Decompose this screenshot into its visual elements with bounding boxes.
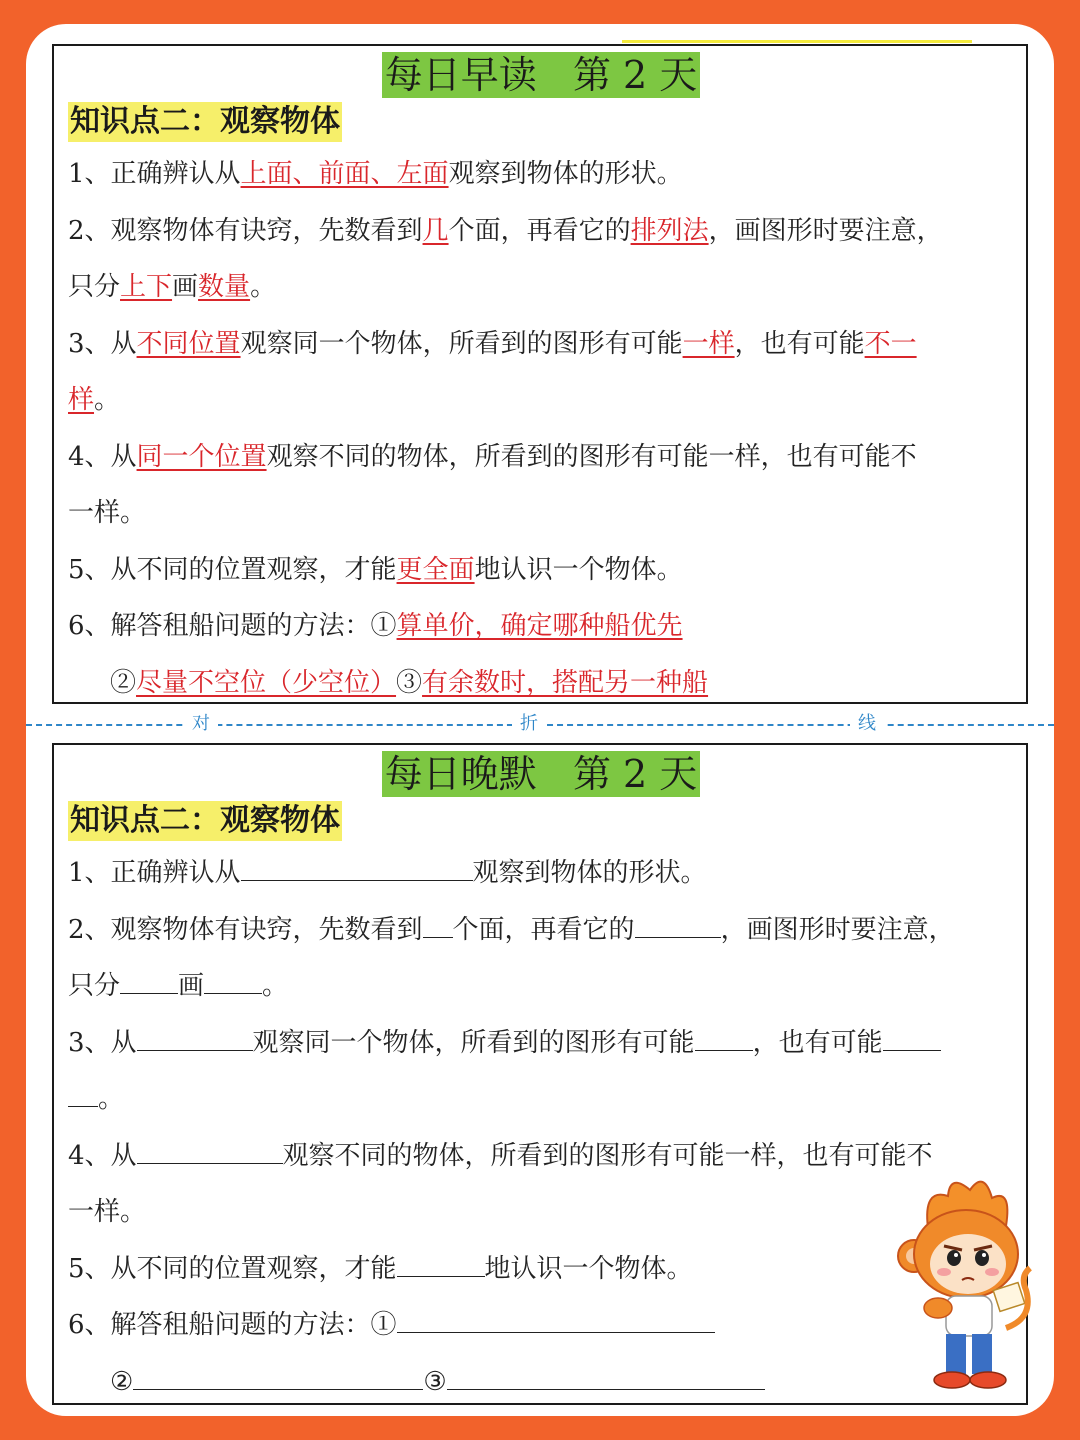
fold-label: 对 [184,713,218,735]
answer-text: 样 [68,385,95,415]
evening-title: 每日晚默 第 2 天 [382,751,700,797]
morning-line-8: 5、从不同的位置观察，才能更全面地认识一个物体。 [68,554,683,585]
evening-line-3: 只分 画 。 [68,971,289,1001]
morning-line-6: 4、从同一个位置观察不同的物体，所看到的图形有可能一样，也有可能不 [68,441,917,472]
answer-text: 上面、前面、左面 [240,159,449,189]
evening-line-10: ② ③ [68,1354,1018,1411]
answer-text: 算单价，确定哪种船优先 [396,611,683,641]
answer-text: 数量 [198,272,251,302]
answer-text: 尽量不空位（少空位） [136,667,397,698]
evening-line-6: 4、从 观察不同的物体，所看到的图形有可能一样，也有可能不 [68,1140,933,1171]
answer-text: 同一个位置 [136,441,267,472]
morning-content [68,146,1018,711]
morning-line-1: 1、正确辨认从上面、前面、左面观察到物体的形状。 [68,159,683,189]
fill-blank[interactable] [635,917,721,938]
morning-line-5: 样。 [68,385,121,415]
fill-blank[interactable] [447,1369,765,1390]
morning-subtitle: 知识点二：观察物体 [68,102,342,142]
fill-blank[interactable] [68,1086,98,1107]
morning-line-7: 一样。 [68,498,147,528]
morning-line-9: 6、解答租船问题的方法：①算单价，确定哪种船优先 [68,611,683,641]
evening-content [68,845,1018,1410]
answer-text: 几 [422,215,449,246]
fill-blank[interactable] [397,1312,715,1333]
answer-text: 一样 [682,328,735,359]
monkey-mascot-icon [888,1168,1038,1398]
evening-subtitle: 知识点二：观察物体 [68,801,342,841]
fill-blank[interactable] [120,973,178,994]
answer-text: 不一 [864,328,917,359]
answer-text: 不同位置 [136,328,241,359]
morning-line-3: 只分上下画数量。 [68,272,277,302]
fill-blank[interactable] [423,917,453,938]
answer-text: 排列法 [630,215,709,246]
morning-title: 每日早读 第 2 天 [382,52,700,98]
morning-line-10: ②尽量不空位（少空位）③有余数时，搭配另一种船 [110,667,709,698]
fill-blank[interactable] [137,1143,283,1164]
morning-line-4: 3、从不同位置观察同一个物体，所看到的图形有可能一样，也有可能不一 [68,328,917,359]
fill-blank[interactable] [695,1030,753,1051]
evening-line-7: 一样。 [68,1197,147,1227]
fill-blank[interactable] [137,1030,253,1051]
evening-line-2: 2、观察物体有诀窍，先数看到 个面，再看它的 ，画图形时要注意， [68,914,955,945]
evening-line-8: 5、从不同的位置观察，才能 地认识一个物体。 [68,1253,693,1284]
fill-blank[interactable] [204,973,262,994]
fill-blank[interactable] [241,860,473,881]
morning-line-2: 2、观察物体有诀窍，先数看到几个面，再看它的排列法，画图形时要注意， [68,215,943,246]
highlight-strip [622,40,972,43]
evening-line-4: 3、从 观察同一个物体，所看到的图形有可能 ，也有可能 [68,1015,1018,1072]
morning-reading-box [52,44,1028,704]
fold-label: 线 [850,713,884,735]
fold-label: 折 [512,713,546,735]
fill-blank[interactable] [883,1030,941,1051]
fold-line [26,715,1054,735]
evening-dictation-box [52,743,1028,1405]
evening-line-9: 6、解答租船问题的方法：① [68,1297,1018,1354]
fill-blank[interactable] [133,1369,423,1390]
answer-text: 上下 [120,272,173,302]
answer-text: 更全面 [396,554,475,585]
evening-line-1: 1、正确辨认从 观察到物体的形状。 [68,858,707,888]
evening-line-5: 。 [68,1071,1018,1128]
fill-blank[interactable] [397,1256,485,1277]
answer-text: 有余数时，搭配另一种船 [422,667,709,698]
